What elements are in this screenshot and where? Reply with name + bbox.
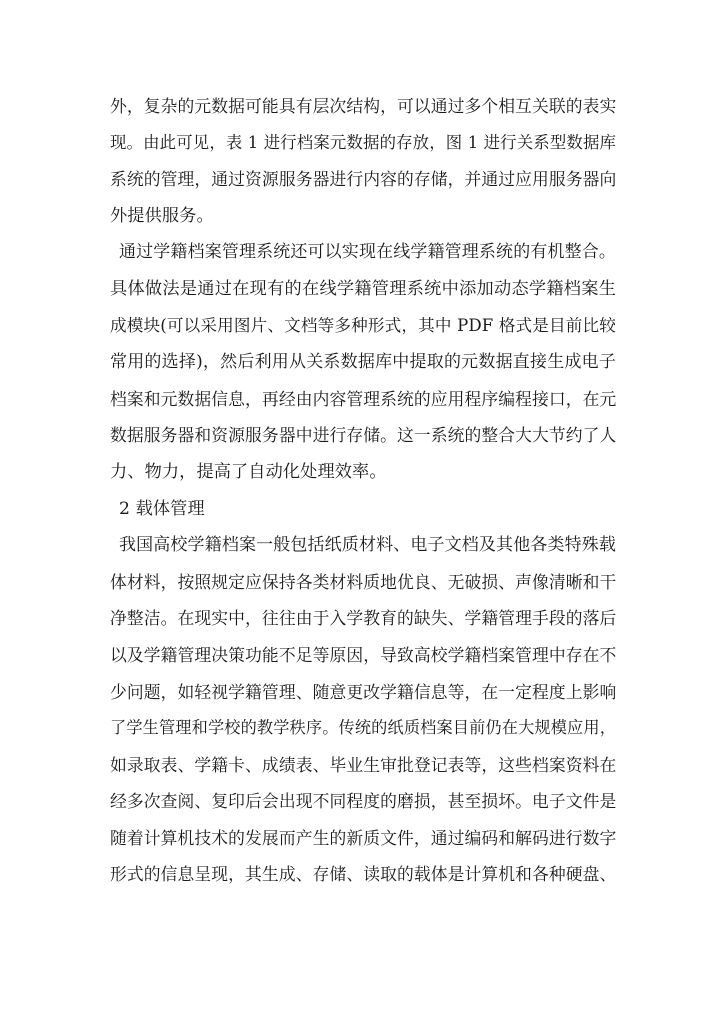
text-line: 常用的选择)，然后利用从关系数据库中提取的元数据直接生成电子: [110, 352, 616, 373]
text-line: 外提供服务。: [110, 205, 214, 226]
text-line: 成模块(可以采用图片、文档等多种形式，其中 PDF 格式是目前比较: [110, 315, 616, 335]
text-line: 净整洁。在现实中，往往由于入学教育的缺失、学籍管理手段的落后: [110, 608, 617, 629]
text-line: 经多次查阅、复印后会出现不同程度的磨损，甚至损坏。电子文件是: [110, 791, 617, 812]
text-line: 具体做法是通过在现有的在线学籍管理系统中添加动态学籍档案生: [110, 278, 616, 299]
text-line: 如录取表、学籍卡、成绩表、毕业生审批登记表等，这些档案资料在: [110, 754, 617, 775]
text-line: 系统的管理，通过资源服务器进行内容的存储，并通过应用服务器向: [110, 169, 617, 190]
text-line: 我国高校学籍档案一般包括纸质材料、电子文档及其他各类特殊载: [119, 535, 616, 556]
text-line: 通过学籍档案管理系统还可以实现在线学籍管理系统的有机整合。: [119, 242, 616, 263]
text-line: 现。由此可见，表 1 进行档案元数据的存放，图 1 进行关系型数据库: [110, 132, 616, 152]
text-line: 力、物力，提高了自动化处理效率。: [110, 461, 387, 482]
text-line: 以及学籍管理决策功能不足等原因，导致高校学籍档案管理中存在不: [110, 644, 617, 665]
text-line: 外，复杂的元数据可能具有层次结构，可以通过多个相互关联的表实: [110, 96, 617, 116]
text-line: 体材料，按照规定应保持各类材料质地优良、无破损、声像清晰和干: [110, 571, 617, 592]
text-line: 形式的信息呈现，其生成、存储、读取的载体是计算机和各种硬盘、: [110, 864, 617, 885]
text-line: 数据服务器和资源服务器中进行存储。这一系统的整合大大节约了人: [110, 425, 617, 446]
text-line: 少问题，如轻视学籍管理、随意更改学籍信息等，在一定程度上影响: [110, 681, 617, 702]
text-line: 档案和元数据信息，再经由内容管理系统的应用程序编程接口，在元: [110, 388, 617, 409]
body-text: [110, 88, 616, 893]
text-line: 2 载体管理: [119, 498, 205, 519]
text-line: 随着计算机技术的发展而产生的新质文件，通过编码和解码进行数字: [110, 827, 617, 848]
text-line: 了学生管理和学校的教学秩序。传统的纸质档案目前仍在大规模应用，: [110, 718, 616, 738]
